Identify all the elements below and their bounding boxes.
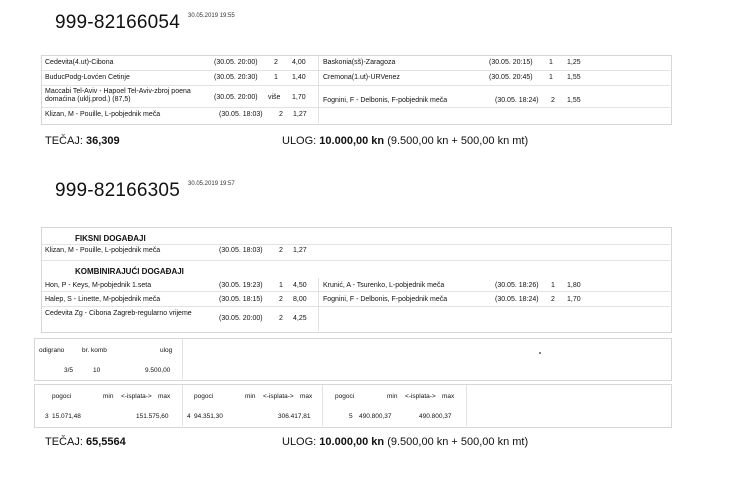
- payout-max: 306.417,81: [278, 413, 311, 420]
- payout-header-hits: pogoci: [335, 393, 355, 400]
- bet-time: (30.05. 18:24): [495, 296, 539, 303]
- payout-hits: 3: [45, 413, 49, 420]
- bet-event: BuducPodg-Lovćen Cetinje: [45, 74, 130, 81]
- speck: [539, 352, 541, 354]
- bet-odds: 1,40: [292, 74, 306, 81]
- payout-min: 15.071,48: [52, 413, 81, 420]
- combo-events-heading: KOMBINIRAJUĆI DOGAĐAJI: [75, 267, 184, 276]
- bet-odds: 4,00: [292, 59, 306, 66]
- payout-header-min: min: [103, 393, 114, 400]
- payout-header-max: max: [300, 393, 313, 400]
- bet-pick: 1: [549, 74, 553, 81]
- bet-time: (30.05. 18:03): [219, 247, 263, 254]
- tecaj-value: 65,5564: [85, 436, 126, 448]
- bet-event: Fognini, F - Delbonis, F-pobjednik meča: [323, 296, 448, 303]
- ticket-1-timestamp: 30.05.2019 19:55: [188, 13, 235, 19]
- payout-header-max: max: [442, 393, 455, 400]
- bet-time: (30.05. 18:15): [219, 296, 263, 303]
- ulog-label: ULOG:: [282, 436, 317, 448]
- bet-time: (30.05. 18:03): [219, 111, 263, 118]
- bet-pick: 1: [549, 59, 553, 66]
- bet-pick: 2: [274, 59, 278, 66]
- payout-header-hits: pogoci: [194, 393, 214, 400]
- system-header-combos: br. komb: [82, 347, 107, 354]
- ticket-1-stake: [282, 135, 528, 147]
- bet-pick: 2: [279, 111, 283, 118]
- payout-header-max: max: [158, 393, 171, 400]
- fixed-events-heading: FIKSNI DOGAĐAJI: [75, 234, 146, 243]
- bet-pick: 1: [551, 282, 555, 289]
- system-value-stake: 9.500,00: [145, 367, 171, 374]
- bet-pick: 2: [551, 97, 555, 104]
- bet-odds: 4,25: [293, 315, 307, 322]
- ulog-label: ULOG:: [282, 135, 317, 147]
- system-header-stake: ulog: [160, 347, 173, 354]
- bet-event: Cedevita(4.ut)-Cibona: [45, 59, 114, 66]
- system-combo-box: [34, 338, 672, 381]
- bet-event: Baskonia(sš)-Zaragoza: [323, 59, 396, 66]
- system-header-played: odigrano: [39, 347, 65, 354]
- payout-min: 94.351,30: [194, 413, 223, 420]
- ticket-2-id: 999-82166305: [55, 180, 180, 201]
- bet-odds: 1,27: [293, 247, 307, 254]
- bet-event: Cedevita Zg - Cibona Zagreb-regularno vrijeme: [45, 310, 192, 317]
- bet-event: Hon, P - Keys, M-pobjednik 1.seta: [45, 282, 152, 289]
- payout-max: 490.800,37: [419, 413, 452, 420]
- tecaj-value: 36,309: [85, 135, 120, 147]
- bet-pick: 1: [279, 282, 283, 289]
- system-value-played: 3/5: [64, 367, 74, 374]
- bet-event: Fognini, F - Delbonis, F-pobjednik meča: [323, 97, 448, 104]
- payout-hits: 5: [349, 413, 353, 420]
- bet-time: (30.05. 19:23): [219, 282, 263, 289]
- bet-odds: 1,55: [567, 97, 581, 104]
- bet-odds: 1,70: [292, 94, 306, 101]
- bet-event: Klizan, M - Pouille, L-pobjednik meča: [45, 111, 161, 118]
- ticket-1-odds-total: [45, 135, 120, 147]
- bet-time: (30.05. 18:26): [495, 282, 539, 289]
- payout-header-min: min: [245, 393, 256, 400]
- payout-header-min: min: [387, 393, 398, 400]
- bet-odds: 1,27: [293, 111, 307, 118]
- ticket-2-stake: [282, 436, 528, 448]
- bet-time: (30.05. 20:30): [214, 74, 258, 81]
- bet-event: Krunić, A - Tsurenko, L-pobjednik meča: [323, 282, 445, 289]
- tecaj-label: TEČAJ:: [45, 436, 83, 448]
- bet-event: Halep, S - Linette, M-pobjednik meča: [45, 296, 161, 303]
- payout-header-hits: pogoci: [52, 393, 72, 400]
- bet-event: Maccabi Tel-Aviv - Hapoel Tel-Aviv-zbroj poena domaćina (uklj.prod.) (87,5): [45, 88, 191, 103]
- payout-header-payout: <-isplata->: [121, 393, 152, 400]
- bet-time: (30.05. 18:24): [495, 97, 539, 104]
- system-value-combos: 10: [93, 367, 101, 374]
- bet-odds: 1,25: [567, 59, 581, 66]
- bet-event: Cremona(1.ut)-URVenez: [323, 74, 400, 81]
- bet-pick: 2: [279, 296, 283, 303]
- ulog-value: 10.000,00 kn: [319, 135, 385, 147]
- bet-time: (30.05. 20:00): [219, 315, 263, 322]
- payout-header-payout: <-isplata->: [405, 393, 436, 400]
- bet-pick: 2: [551, 296, 555, 303]
- bet-time: (30.05. 20:15): [489, 59, 533, 66]
- ulog-detail: (9.500,00 kn + 500,00 kn mt): [387, 135, 529, 147]
- ticket-2-odds-total: [45, 436, 126, 448]
- bet-pick: 1: [274, 74, 278, 81]
- ulog-value: 10.000,00 kn: [319, 436, 385, 448]
- bet-odds: 1,80: [567, 282, 581, 289]
- bet-odds: 1,55: [567, 74, 581, 81]
- tecaj-label: TEČAJ:: [45, 135, 83, 147]
- bet-odds: 4,50: [293, 282, 307, 289]
- bet-time: (30.05. 20:00): [214, 59, 258, 66]
- bet-pick: 2: [279, 247, 283, 254]
- bet-time: (30.05. 20:45): [489, 74, 533, 81]
- payout-min: 490.800,37: [359, 413, 392, 420]
- bet-odds: 1,70: [567, 296, 581, 303]
- payout-header-payout: <-isplata->: [263, 393, 294, 400]
- payout-max: 151.575,60: [136, 413, 169, 420]
- ticket-2-timestamp: 30.05.2019 19:57: [188, 181, 235, 187]
- payout-hits: 4: [187, 413, 191, 420]
- bet-pick: 2: [279, 315, 283, 322]
- bet-time: (30.05. 20:00): [214, 94, 258, 101]
- bet-pick: više: [268, 94, 281, 101]
- bet-event: Klizan, M - Pouille, L-pobjednik meča: [45, 247, 161, 254]
- ulog-detail: (9.500,00 kn + 500,00 kn mt): [387, 436, 529, 448]
- bet-odds: 8,00: [293, 296, 307, 303]
- ticket-1-id: 999-82166054: [55, 12, 180, 33]
- payouts-box: [34, 384, 672, 428]
